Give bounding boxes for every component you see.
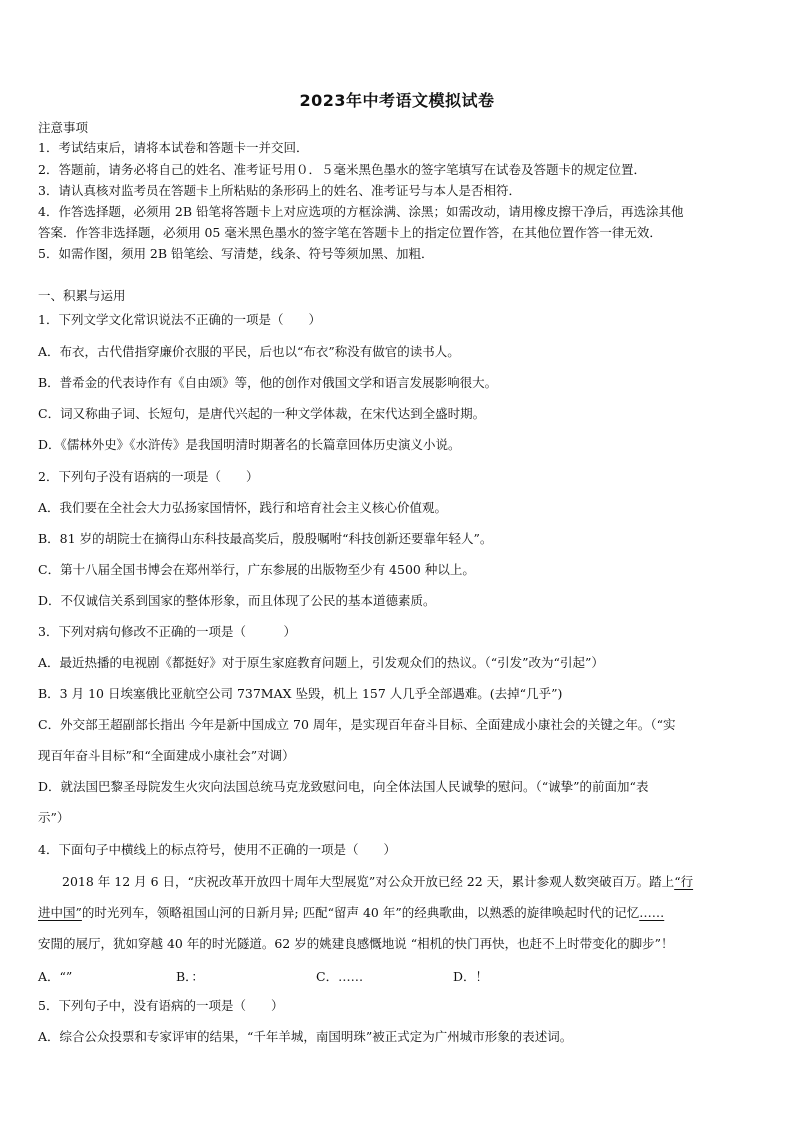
option-a: A．综合公众投票和专家评审的结果，“千年羊城，南国明珠”被正式定为广州城市形象的表述词。: [38, 1029, 573, 1044]
option-b: B．3 月 10 日埃塞俄比亚航空公司 737MAX 坠毁，机上 157 人几乎全部遇难。(去掉“几乎”): [38, 686, 563, 701]
passage-text: 的时光列车，领略祖国山河的日新月异; 匹配“留声 40 年”的经典歌曲，以熟悉的旋律唤起时代的记忆: [81, 905, 640, 920]
underlined-mark: ……: [639, 905, 665, 920]
passage-line: 安閒的展厅，犹如穿越 40 年的时光隧道。62 岁的姚建良感慨地说 “相机的快门再快，也赶不上时带变化的脚步”！: [38, 936, 674, 951]
notice-item: 4．作答选择题，必须用 2B 铅笔将答题卡上对应选项的方框涂满、涂黑；如需改动，请用橡皮擦干净后，再选涂其他: [38, 204, 684, 219]
notice-item: 2．答题前，请务必将自己的姓名、准考证号用０．５毫米黑色墨水的签字笔填写在试卷及答题卡的规定位置．: [38, 162, 646, 177]
option-a: A．“”: [38, 969, 73, 984]
question-stem: 3．下列对病句修改不正确的一项是（ ）: [38, 624, 296, 639]
underlined-mark: 进中国”: [38, 905, 82, 920]
passage-text: 2018 年 12 月 6 日，“庆祝改革开放四十周年大型展览”对公众开放已经 22 天，累计参观人数突破百万。踏上: [62, 874, 675, 889]
option-c-continued: 现百年奋斗目标”和“全面建成小康社会”对调）: [38, 748, 295, 763]
option-d-continued: 示”）: [38, 810, 70, 825]
option-a: A．布衣，古代借指穿廉价衣服的平民，后也以“布衣”称没有做官的读书人。: [38, 344, 460, 359]
option-d: D．不仅诚信关系到国家的整体形象，而且体现了公民的基本道德素质。: [38, 593, 436, 608]
option-d: D．！: [453, 969, 489, 984]
question-stem: 4．下面句子中横线上的标点符号，使用不正确的一项是（ ）: [38, 842, 396, 857]
notice-item: 3．请认真核对监考员在答题卡上所粘贴的条形码上的姓名、准考证号与本人是否相符．: [38, 183, 521, 198]
notice-heading: 注意事项: [38, 120, 89, 135]
question-stem: 2．下列句子没有语病的一项是（ ）: [38, 469, 259, 484]
passage-line: [62, 874, 768, 890]
question-stem: 1．下列文学文化常识说法不正确的一项是（ ）: [38, 312, 321, 327]
exam-title: 2023年中考语文模拟试卷: [299, 91, 495, 110]
option-c: C．外交部王超副部长指出 今年是新中国成立 70 周年，是实现百年奋斗目标、全面建成小康社会的关键之年。（“实: [38, 717, 676, 732]
option-a: A．最近热播的电视剧《都挺好》对于原生家庭教育问题上，引发观众们的热议。（“引发”改为“引起”）: [38, 655, 604, 670]
option-b: B．：: [176, 969, 204, 984]
section-heading: 一、积累与运用: [38, 288, 126, 303]
notice-item: 1．考试结束后，请将本试卷和答题卡一并交回．: [38, 140, 309, 155]
passage-line: [38, 905, 768, 921]
option-b: B．81 岁的胡院士在摘得山东科技最高奖后，殷殷嘱咐“科技创新还要靠年轻人”。: [38, 531, 493, 546]
underlined-mark: “行: [674, 874, 694, 889]
option-d: D．《儒林外史》《水浒传》是我国明清时期著名的长篇章回体历史演义小说。: [38, 437, 461, 452]
notice-item: 答案．作答非选择题，必须用 05 毫米黑色墨水的签字笔在答题卡上的指定位置作答，在其他位置作答一律无效．: [38, 225, 662, 240]
question-stem: 5．下列句子中，没有语病的一项是（ ）: [38, 998, 284, 1013]
notice-item: 5．如需作图，须用 2B 铅笔绘、写清楚，线条、符号等须加黑、加粗．: [38, 246, 434, 261]
option-a: A．我们要在全社会大力弘扬家国情怀，践行和培育社会主义核心价值观。: [38, 500, 448, 515]
option-c: C．第十八届全国书博会在郑州举行，广东参展的出版物至少有 4500 种以上。: [38, 562, 475, 577]
option-c: C．……: [316, 969, 364, 984]
option-d: D．就法国巴黎圣母院发生火灾向法国总统马克龙致慰问电，向全体法国人民诚挚的慰问。（“诚挚”的前面加“表: [38, 779, 649, 794]
option-c: C．词又称曲子词、长短句，是唐代兴起的一种文学体裁，在宋代达到全盛时期。: [38, 406, 486, 421]
option-b: B．普希金的代表诗作有《自由颂》等，他的创作对俄国文学和语言发展影响很大。: [38, 375, 498, 390]
